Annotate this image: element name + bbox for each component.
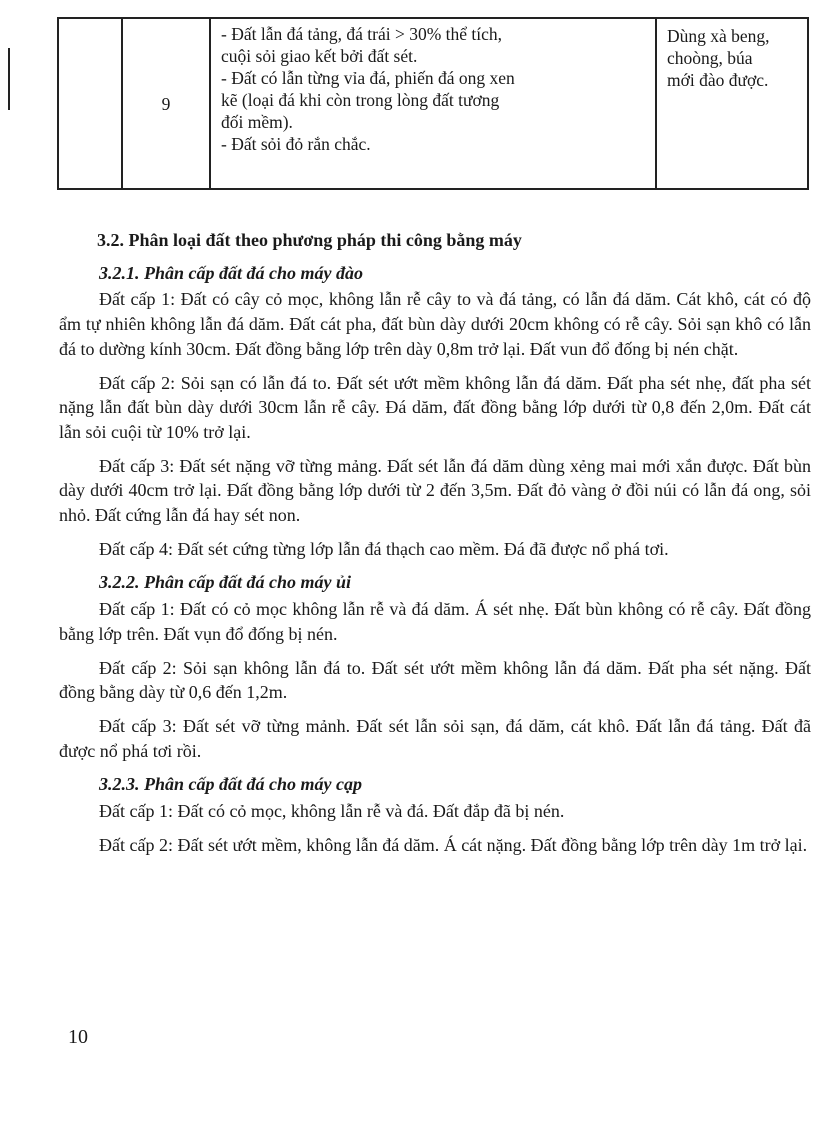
- subsection-heading-bulldozer: 3.2.2. Phân cấp đất đá cho máy ủi: [99, 572, 352, 593]
- margin-mark: [8, 48, 10, 110]
- subsection-heading-scraper: 3.2.3. Phân cấp đất đá cho máy cạp: [99, 774, 362, 795]
- section-heading: 3.2. Phân loại đất theo phương pháp thi công bằng máy: [97, 230, 522, 250]
- paragraph: Đất cấp 2: Sỏi sạn có lẫn đá to. Đất sét ướt mềm không lẫn đá dăm. Đất pha sét nhẹ, đất pha sét nặng lẫn đất bùn dày dưới 30cm lẫn rễ cây. Đá dăm, đất đồng bằng lớp dưới từ 0,8 đến 2,0m. Đất cát lẫn sỏi cuội từ 10% trở lại.: [59, 372, 811, 442]
- table-cell-description: [210, 18, 656, 189]
- paragraph: Đất cấp 2: Sỏi sạn không lẫn đá to. Đất sét ướt mềm không lẫn đá dăm. Đất pha sét nặng. Đất đồng bằng dày từ 0,6 đến 1,2m.: [59, 657, 811, 703]
- soil-class-table: [57, 17, 809, 190]
- paragraph: Đất cấp 4: Đất sét cứng từng lớp lẫn đá thạch cao mềm. Đá đã được nổ phá tơi.: [99, 538, 669, 559]
- description-line: kẽ (loại đá khi còn trong lòng đất tương: [221, 90, 500, 110]
- table-cell-empty: [58, 18, 122, 189]
- paragraph: Đất cấp 1: Đất có cỏ mọc không lẫn rễ và đá dăm. Á sét nhẹ. Đất bùn không có rễ cây. Đất đồng bằng lớp trên. Đất vụn đổ đống bị nén.: [59, 599, 811, 644]
- tools-line: Dùng xà beng,: [667, 26, 770, 46]
- description-line: cuội sỏi giao kết bởi đất sét.: [221, 46, 418, 66]
- tools-line: choòng, búa: [667, 48, 753, 68]
- page-number: 10: [68, 1026, 88, 1048]
- paragraph: Đất cấp 3: Đất sét nặng vỡ từng mảng. Đất sét lẫn đá dăm dùng xẻng mai mới xắn được. Đất bùn dày dưới 40cm trở lại. Đất đồng bằng lớp dưới từ 2 đến 3,5m. Đất đỏ vàng ở đồi núi có lẫn đá ong, sỏi nhỏ. Đất cứng lẫn đá hay sét non.: [59, 455, 811, 526]
- description-line: đối mềm).: [221, 112, 293, 132]
- paragraph: Đất cấp 1: Đất có cỏ mọc, không lẫn rễ và đá. Đất đắp đã bị nén.: [99, 801, 565, 822]
- table-cell-tools: [656, 18, 808, 189]
- description-line: - Đất lẫn đá tảng, đá trái > 30% thể tích,: [221, 24, 503, 44]
- table-cell-number: 9: [122, 18, 210, 189]
- tools-line: mới đào được.: [667, 70, 769, 90]
- paragraph: Đất cấp 3: Đất sét vỡ từng mảnh. Đất sét lẫn sỏi sạn, đá dăm, cát khô. Đất lẫn đá tảng. Đất đã được nổ phá tơi rồi.: [59, 715, 811, 761]
- section-body: [59, 228, 811, 866]
- description-line: - Đất có lẫn từng vỉa đá, phiến đá ong xen: [221, 68, 515, 88]
- table-row: [58, 18, 808, 189]
- subsection-heading-excavator: 3.2.1. Phân cấp đất đá cho máy đào: [99, 262, 363, 283]
- paragraph: Đất cấp 2: Đất sét ướt mềm, không lẫn đá dăm. Á cát nặng. Đất đồng bằng lớp trên dày 1m trở lại.: [99, 834, 808, 855]
- paragraph: Đất cấp 1: Đất có cây cỏ mọc, không lẫn rễ cây to và đá tảng, có lẫn đá dăm. Cát khô, cát có độ ẩm tự nhiên không lẫn đá dăm. Đất cát pha, đất bùn dày dưới 20cm không có rễ cây. Sỏi sạn khô có lẫn đá to dường kính 30cm. Đất đồng bằng lớp trên dày 0,8m trở lại. Đất vun đổ đống bị nén chặt.: [59, 289, 811, 359]
- description-line: - Đất sỏi đỏ rắn chắc.: [221, 134, 371, 154]
